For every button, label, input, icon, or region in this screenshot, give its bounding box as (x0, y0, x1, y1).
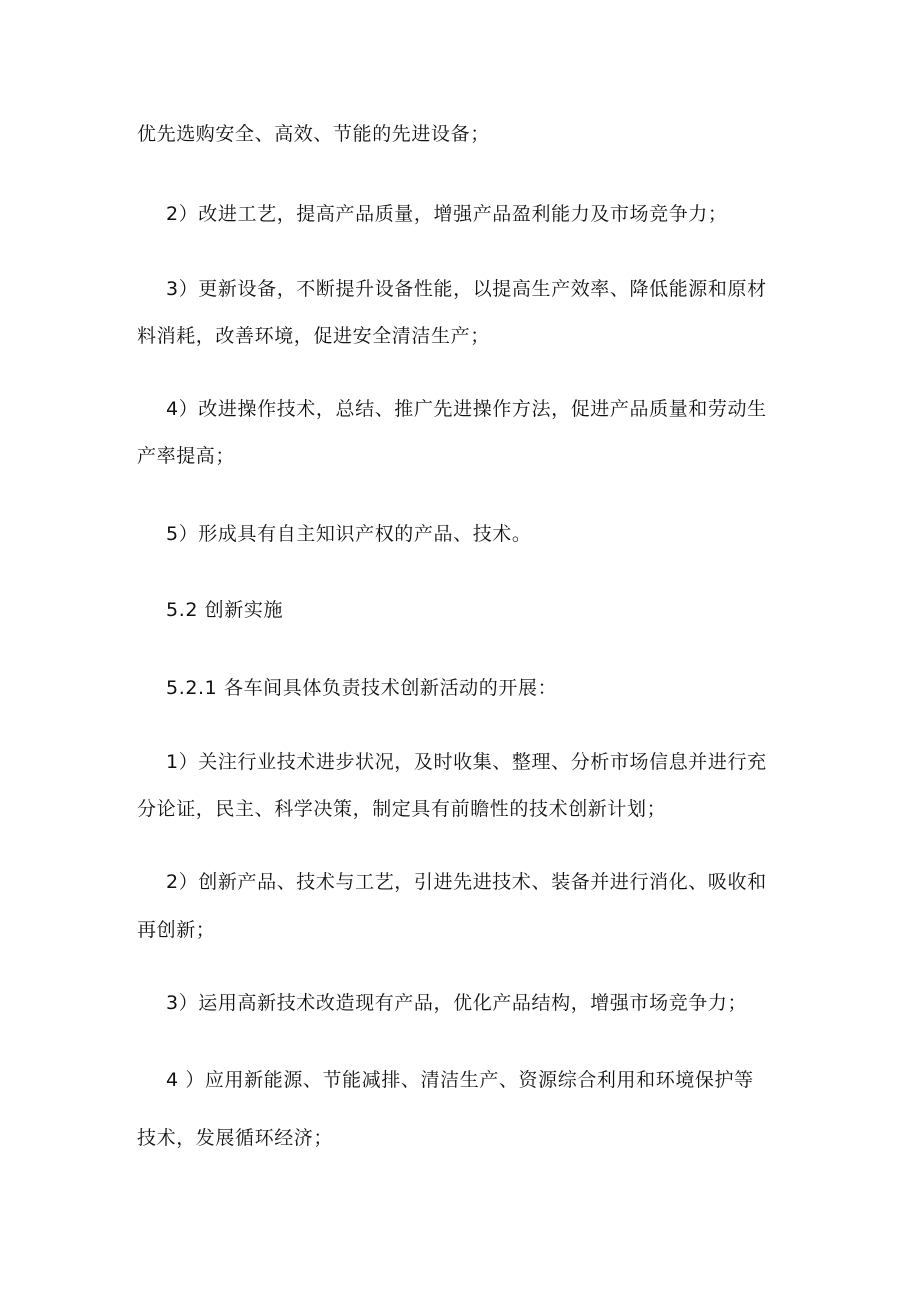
text-line: 料消耗，改善环境，促进安全清洁生产； (137, 325, 490, 347)
text-line: 3）运用高新技术改造现有产品，优化产品结构，增强市场竞争力； (166, 992, 748, 1014)
subsection-heading: 5.2.1 各车间具体负责技术创新活动的开展： (166, 677, 558, 699)
section-heading: 5.2 创新实施 (166, 599, 284, 621)
text-line: 再创新； (137, 919, 216, 941)
text-line: 2）改进工艺，提高产品质量，增强产品盈利能力及市场竞争力； (166, 203, 728, 225)
text-line: 1）关注行业技术进步状况，及时收集、整理、分析市场信息并进行充 (166, 751, 767, 773)
text-line: 优先选购安全、高效、节能的先进设备； (137, 123, 490, 145)
text-line: 3）更新设备，不断提升设备性能，以提高生产效率、降低能源和原材 (166, 278, 767, 300)
text-line: 技术，发展循环经济； (137, 1127, 334, 1149)
text-line: 分论证，民主、科学决策，制定具有前瞻性的技术创新计划； (137, 798, 667, 820)
text-line: 5）形成具有自主知识产权的产品、技术。 (166, 523, 532, 545)
text-line: 4 ）应用新能源、节能减排、清洁生产、资源综合利用和环境保护等 (166, 1069, 754, 1091)
text-line: 产率提高； (137, 445, 236, 467)
text-line: 2）创新产品、技术与工艺，引进先进技术、装备并进行消化、吸收和 (166, 871, 767, 893)
text-line: 4）改进操作技术，总结、推广先进操作方法，促进产品质量和劳动生 (166, 398, 767, 420)
